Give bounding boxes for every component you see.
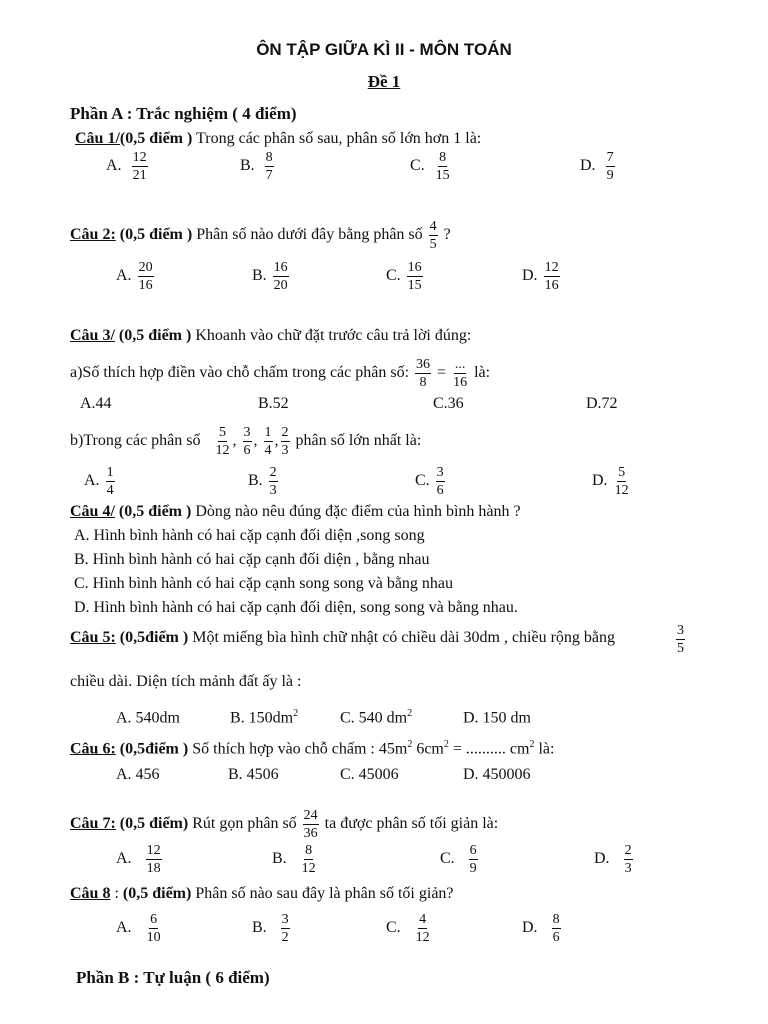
q3a-option-d: D.72: [586, 395, 618, 412]
question-points: (0,5 điểm ): [119, 130, 193, 147]
question-label: Câu 4/: [70, 503, 115, 520]
fraction: $\frac{3}{2}$: [281, 912, 289, 945]
question-text: Phân số nào dưới đây bằng phân số: [192, 226, 427, 244]
question-8: Câu 8 : (0,5 điểm) Phân số nào sau đây là phân số tối giản?: [70, 885, 454, 902]
option-letter: D.: [580, 157, 596, 175]
option-letter: D.: [592, 472, 608, 490]
question-text: Số thích hợp vào chỗ chấm : 45m: [188, 740, 408, 758]
question-text: a)Số thích hợp điền vào chỗ chấm trong các phân số:: [70, 364, 410, 382]
question-text: Một miếng bìa hình chữ nhật có chiều dài 30dm , chiều rộng bằng: [188, 629, 616, 646]
question-7: [70, 808, 498, 841]
q5-option-d: D. 150 dm: [463, 709, 531, 727]
q3a-option-c: C.36: [433, 395, 464, 412]
question-text-end: phân số lớn nhất là:: [295, 432, 422, 450]
fraction: $\frac{3}{6}$: [436, 465, 444, 498]
option-letter: D.: [522, 919, 538, 937]
question-3b: b)Trong các phân số $\frac{5}{12}$ , $\frac{3}{6}$ , $\frac{1}{4}$ , $\frac{2}{3}$ phân số lớn nhất là:: [70, 425, 422, 458]
fraction: $\frac{36}{8}$: [416, 357, 431, 390]
q6-option-c: C. 45006: [340, 766, 399, 783]
question-label: Câu 8: [70, 885, 111, 902]
option-letter: C.: [386, 919, 401, 937]
question-text-end: là:: [474, 364, 491, 382]
fraction: $\frac{5}{12}$: [614, 465, 629, 498]
option-letter: D.: [522, 267, 538, 285]
option-letter: D.: [594, 850, 610, 868]
fraction: $\frac{8}{7}$: [265, 150, 273, 183]
fraction: $\frac{12}{18}$: [146, 843, 161, 876]
question-text: b)Trong các phân số: [70, 432, 201, 450]
q6-option-d: D. 450006: [463, 766, 531, 783]
q3b-option-d: [592, 465, 632, 498]
q1-option-b: [240, 150, 276, 183]
option-letter: B.: [240, 157, 255, 175]
question-5: [70, 628, 615, 648]
fraction: $\frac{12}{21}$: [132, 150, 147, 183]
fraction: $\frac{4}{12}$: [415, 912, 430, 945]
q1-option-a: [106, 150, 150, 183]
question-points: (0,5 điểm ): [114, 503, 192, 520]
q3b-option-c: [415, 465, 447, 498]
fraction: $\frac{3}{5}$: [677, 623, 684, 656]
question-6: Câu 6: (0,5điểm ) Số thích hợp vào chỗ chấm : $45m^2$ $6cm^2$ = .......... $cm^2$ là:: [70, 739, 555, 758]
fraction: $\frac{8}{6}$: [552, 912, 560, 945]
question-points: (0,5điểm ): [115, 629, 189, 646]
fraction: $\frac{2}{3}$: [269, 465, 277, 498]
question-3: [70, 326, 471, 346]
question-text-end: ta được phân số tối giản là:: [324, 815, 499, 833]
q6-option-a: A. 456: [116, 766, 160, 783]
question-points: (0,5điểm ): [115, 740, 189, 758]
question-3a: [70, 357, 490, 390]
question-5-continued: chiều dài. Diện tích mảnh đất ấy là :: [70, 673, 302, 690]
q4-option-d: D. Hình bình hành có hai cặp cạnh đối diện, song song và bằng nhau.: [74, 599, 518, 616]
q4-option-a: A. Hình bình hành có hai cặp cạnh đối diện ,song song: [74, 527, 425, 544]
option-letter: A.: [116, 267, 132, 285]
fraction: $\frac{2}{3}$: [624, 843, 632, 876]
fraction: $\frac{3}{6}$: [243, 425, 251, 458]
question-points: (0,5 điểm ): [115, 226, 193, 244]
question-4: [70, 502, 521, 522]
fraction: $\frac{7}{9}$: [606, 150, 614, 183]
option-letter: C.: [415, 472, 430, 490]
question-text: Phân số nào sau đây là phân số tối giản?: [191, 885, 454, 902]
q5-fraction: [674, 623, 687, 656]
option-letter: A.: [106, 157, 122, 175]
q5-option-a: A. 540dm: [116, 709, 180, 727]
question-2: [70, 219, 451, 252]
q7-option-d: [594, 843, 635, 876]
q3b-option-b: [248, 465, 280, 498]
fraction: $\frac{5}{12}$: [215, 425, 230, 458]
part-b-heading: Phần B : Tự luận ( 6 điểm): [76, 968, 270, 987]
fraction: $\frac{8}{12}$: [301, 843, 316, 876]
q7-option-a: [116, 843, 164, 876]
fraction: $\frac{1}{4}$: [264, 425, 272, 458]
q3a-option-b: B.52: [258, 395, 289, 412]
q2-option-b: [252, 260, 291, 293]
q3b-option-a: [84, 465, 117, 498]
question-text-end: ?: [439, 226, 451, 244]
question-text: Khoanh vào chữ đặt trước câu trả lời đúng:: [191, 327, 472, 344]
question-points: (0,5 điểm): [122, 885, 192, 902]
option-letter: B.: [272, 850, 287, 868]
question-label: Câu 5:: [70, 629, 116, 646]
fraction: $\frac{24}{36}$: [303, 808, 318, 841]
fraction: $\frac{20}{16}$: [138, 260, 153, 293]
q1-option-c: [410, 150, 453, 183]
q8-option-d: [522, 912, 563, 945]
fraction: $\frac{4}{5}$: [429, 219, 437, 252]
fraction-blank: $\frac{...}{16}$: [453, 357, 468, 390]
q7-option-b: [272, 843, 319, 876]
q5-option-c: C. 540 $dm^2$: [340, 708, 413, 727]
option-letter: C.: [410, 157, 425, 175]
question-label: Câu 2:: [70, 226, 116, 244]
q5-option-b: B. $150dm^2$: [230, 708, 299, 727]
question-text: Rút gọn phân số: [188, 815, 297, 833]
fraction: $\frac{12}{16}$: [544, 260, 559, 293]
option-letter: A.: [116, 850, 132, 868]
option-letter: C.: [386, 267, 401, 285]
page-title: ÔN TẬP GIỮA KÌ II - MÔN TOÁN: [256, 40, 512, 59]
q4-option-c: C. Hình bình hành có hai cặp cạnh song song và bằng nhau: [74, 575, 454, 592]
question-points: (0,5 điểm ): [114, 327, 192, 344]
q8-option-a: [116, 912, 164, 945]
part-a-heading: Phần A : Trắc nghiệm ( 4 điểm): [70, 104, 297, 123]
question-label: Câu 7:: [70, 815, 116, 833]
fraction: $\frac{1}{4}$: [106, 465, 114, 498]
q7-option-c: [440, 843, 480, 876]
question-label: Câu 1/: [75, 130, 120, 147]
option-letter: A.: [84, 472, 100, 490]
fraction: $\frac{16}{20}$: [273, 260, 288, 293]
fraction: $\frac{2}{3}$: [281, 425, 289, 458]
fraction: $\frac{6}{10}$: [146, 912, 161, 945]
q8-option-b: [252, 912, 292, 945]
equals-sign: =: [437, 364, 447, 382]
q2-option-c: [386, 260, 425, 293]
question-1: [75, 129, 481, 149]
fraction: $\frac{16}{15}$: [407, 260, 422, 293]
question-points: (0,5 điểm): [115, 815, 189, 833]
q6-option-b: B. 4506: [228, 766, 279, 783]
option-letter: B.: [248, 472, 263, 490]
option-letter: B.: [252, 919, 267, 937]
question-text: Dòng nào nêu đúng đặc điểm của hình bình hành ?: [191, 503, 521, 520]
option-letter: C.: [440, 850, 455, 868]
q4-option-b: B. Hình bình hành có hai cặp cạnh đối diện , bằng nhau: [74, 551, 430, 568]
q1-option-d: [580, 150, 617, 183]
q2-option-d: [522, 260, 562, 293]
question-label: Câu 6:: [70, 740, 116, 758]
option-letter: A.: [116, 919, 132, 937]
fraction: $\frac{8}{15}$: [435, 150, 450, 183]
q3a-option-a: A.44: [80, 395, 112, 412]
fraction: $\frac{6}{9}$: [469, 843, 477, 876]
q8-option-c: [386, 912, 433, 945]
exam-number: Đề 1: [367, 72, 401, 91]
q2-option-a: [116, 260, 156, 293]
question-label: Câu 3/: [70, 327, 115, 344]
option-letter: B.: [252, 267, 267, 285]
question-text: Trong các phân số sau, phân số lớn hơn 1 là:: [192, 130, 482, 147]
